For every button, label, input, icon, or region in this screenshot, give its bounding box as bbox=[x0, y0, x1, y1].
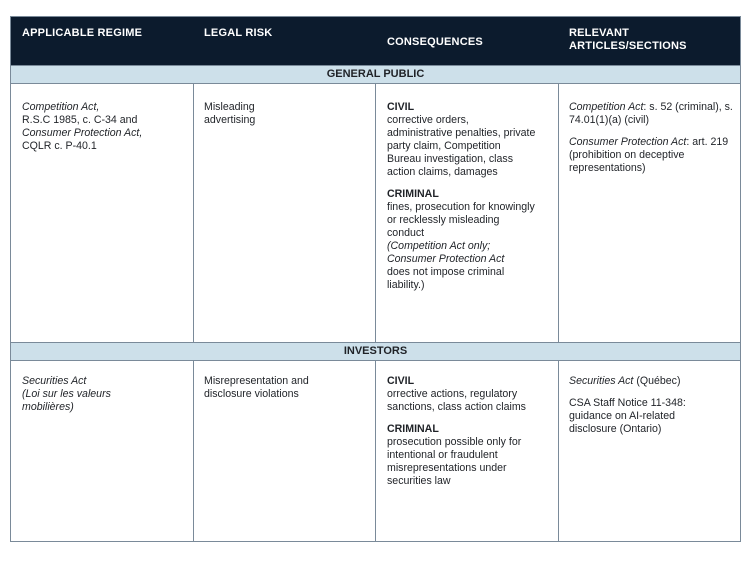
header-legal-risk: LEGAL RISK bbox=[204, 27, 273, 39]
column-divider bbox=[375, 361, 376, 541]
header-applicable-regime: APPLICABLE REGIME bbox=[22, 27, 143, 39]
gp-criminal-note-3: does not impose criminal liability.) bbox=[387, 266, 505, 291]
column-divider bbox=[558, 84, 559, 342]
gp-article-2 bbox=[569, 136, 734, 175]
gp-criminal-note-1: (Competition Act only; bbox=[387, 240, 491, 252]
section-investors: INVESTORS bbox=[11, 342, 740, 361]
inv-civil-label: CIVIL bbox=[387, 375, 415, 387]
gp-article-2-act: Consumer Protection Act bbox=[569, 136, 687, 148]
gp-regime-act1: Competition Act, bbox=[22, 101, 100, 113]
gp-article-1-text: : s. 52 (criminal), s. 74.01(1)(a) (civil) bbox=[569, 101, 733, 126]
inv-consequences-cell bbox=[387, 375, 539, 488]
header-consequences: CONSEQUENCES bbox=[387, 36, 483, 48]
legal-risk-table bbox=[10, 16, 741, 542]
inv-civil-text: orrective actions, regulatory sanctions, class action claims bbox=[387, 388, 526, 413]
gp-regime-act2: Consumer Protection Act, bbox=[22, 127, 143, 139]
inv-regime-act: Securities Act bbox=[22, 375, 87, 387]
gp-articles-cell bbox=[569, 101, 734, 175]
header-relevant-articles: RELEVANT ARTICLES/SECTIONS bbox=[569, 27, 687, 52]
gp-criminal-label: CRIMINAL bbox=[387, 188, 439, 200]
inv-risk-cell: Misrepresentation and disclosure violations bbox=[204, 375, 309, 400]
inv-regime-act-fr: (Loi sur les valeurs mobilières) bbox=[22, 388, 111, 413]
inv-article-2: CSA Staff Notice 11-348: guidance on AI-related disclosure (Ontario) bbox=[569, 397, 686, 435]
inv-criminal-label: CRIMINAL bbox=[387, 423, 439, 435]
table-header-row bbox=[11, 17, 740, 65]
inv-articles-cell bbox=[569, 375, 709, 436]
gp-criminal-text: fines, prosecution for knowingly or recklessly misleading conduct bbox=[387, 201, 535, 239]
inv-article-1 bbox=[569, 375, 709, 388]
gp-regime-act2-ref: CQLR c. P-40.1 bbox=[22, 140, 97, 152]
gp-regime-cell bbox=[22, 101, 187, 153]
gp-criminal-note-2: Consumer Protection Act bbox=[387, 253, 505, 265]
inv-criminal-text: prosecution possible only for intentional or fraudulent misrepresentations under securities law bbox=[387, 436, 522, 487]
gp-civil-text: corrective orders, administrative penalties, private party claim, Competition Bureau investigation, class action claims, damages bbox=[387, 114, 536, 178]
column-divider bbox=[193, 84, 194, 342]
inv-regime-cell bbox=[22, 375, 187, 414]
column-divider bbox=[375, 84, 376, 342]
gp-regime-act1-ref: R.S.C 1985, c. C-34 and bbox=[22, 114, 138, 126]
gp-consequences-cell bbox=[387, 101, 537, 292]
gp-article-1-act: Competition Act bbox=[569, 101, 644, 113]
column-divider bbox=[193, 361, 194, 541]
gp-civil-label: CIVIL bbox=[387, 101, 415, 113]
inv-article-1-act: Securities Act bbox=[569, 375, 634, 387]
gp-risk-cell: Misleading advertising bbox=[204, 101, 256, 126]
gp-article-1 bbox=[569, 101, 734, 127]
gp-article-2-text: : art. 219 (prohibition on deceptive representations) bbox=[569, 136, 729, 174]
section-general-public: GENERAL PUBLIC bbox=[11, 65, 740, 84]
inv-article-1-text: (Québec) bbox=[633, 375, 681, 387]
column-divider bbox=[558, 361, 559, 541]
